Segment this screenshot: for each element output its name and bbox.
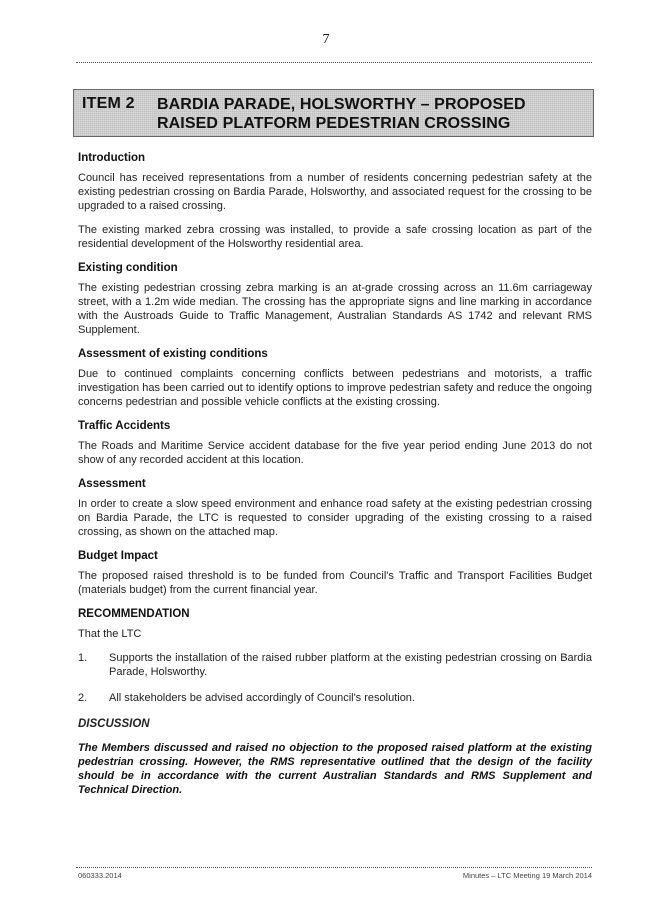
existing-condition-paragraph: The existing pedestrian crossing zebra marking is an at-grade crossing across an 11.6m carriageway street, with a 1.2m wide median. The crossing has the appropriate signs and line marking in accordance with the Austroads Guide to Traffic Management, Australian Standards AS 1742 and relevant RMS Supplement. [78, 282, 592, 336]
section-heading-discussion: DISCUSSION [78, 718, 150, 730]
footer-document-id: 060333.2014 [78, 871, 122, 880]
recommendation-item-text: All stakeholders be advised accordingly of Council's resolution. [109, 692, 415, 704]
traffic-accidents-paragraph: The Roads and Maritime Service accident database for the five year period ending June 2013 do not show of any recorded accident at this location. [78, 440, 592, 466]
recommendation-intro: That the LTC [78, 628, 142, 640]
section-heading-traffic-accidents: Traffic Accidents [78, 420, 171, 432]
budget-impact-paragraph: The proposed raised threshold is to be funded from Council's Traffic and Transport Facilities Budget (materials budget) from the current financial year. [78, 570, 592, 596]
recommendation-item-number: 2. [78, 692, 88, 704]
assessment-existing-paragraph: Due to continued complaints concerning conflicts between pedestrians and motorists, a traffic investigation has been carried out to identify options to improve pedestrian safety and reduce the ongoing concerns pedestrian and possible vehicle conflicts at the existing crossing. [78, 368, 592, 408]
assessment-paragraph: In order to create a slow speed environment and enhance road safety at the existing pedestrian crossing on Bardia Parade, the LTC is requested to consider upgrading of the existing crossing to a raised crossing, as shown on the attached map. [78, 498, 592, 538]
report-body [78, 151, 592, 807]
section-heading-existing-condition: Existing condition [78, 262, 178, 274]
section-heading-introduction: Introduction [78, 152, 146, 164]
discussion-paragraph: The Members discussed and raised no objection to the proposed raised platform at the existing pedestrian crossing. However, the RMS representative outlined that the design of the facility should be in accordance with the current Australian Standards and RMS Supplement and Technical Direction. [78, 742, 592, 796]
recommendation-item-text: Supports the installation of the raised rubber platform at the existing pedestrian crossing on Bardia Parade, Holsworthy. [109, 652, 592, 678]
footer-meeting-reference: Minutes – LTC Meeting 19 March 2014 [462, 871, 592, 880]
footer-divider [76, 867, 592, 868]
page-number: 7 [322, 32, 330, 47]
recommendation-item [78, 651, 592, 679]
item-heading-box [73, 89, 594, 137]
section-heading-budget-impact: Budget Impact [78, 550, 158, 562]
recommendation-item-number: 1. [78, 652, 88, 664]
header-divider [76, 62, 592, 63]
section-heading-assessment: Assessment [78, 478, 146, 490]
section-heading-recommendation: RECOMMENDATION [78, 608, 190, 620]
recommendation-item [78, 691, 592, 705]
item-number: ITEM 2 [82, 95, 135, 112]
item-title: BARDIA PARADE, HOLSWORTHY – PROPOSED RAISED PLATFORM PEDESTRIAN CROSSING [157, 96, 526, 132]
introduction-paragraph-2: The existing marked zebra crossing was installed, to provide a safe crossing location as part of the residential development of the Holsworthy residential area. [78, 224, 592, 250]
introduction-paragraph-1: Council has received representations from a number of residents concerning pedestrian safety at the existing pedestrian crossing on Bardia Parade, Holsworthy, and associated request for the crossing to be upgraded to a raised crossing. [78, 172, 592, 212]
section-heading-assessment-existing: Assessment of existing conditions [78, 348, 268, 360]
